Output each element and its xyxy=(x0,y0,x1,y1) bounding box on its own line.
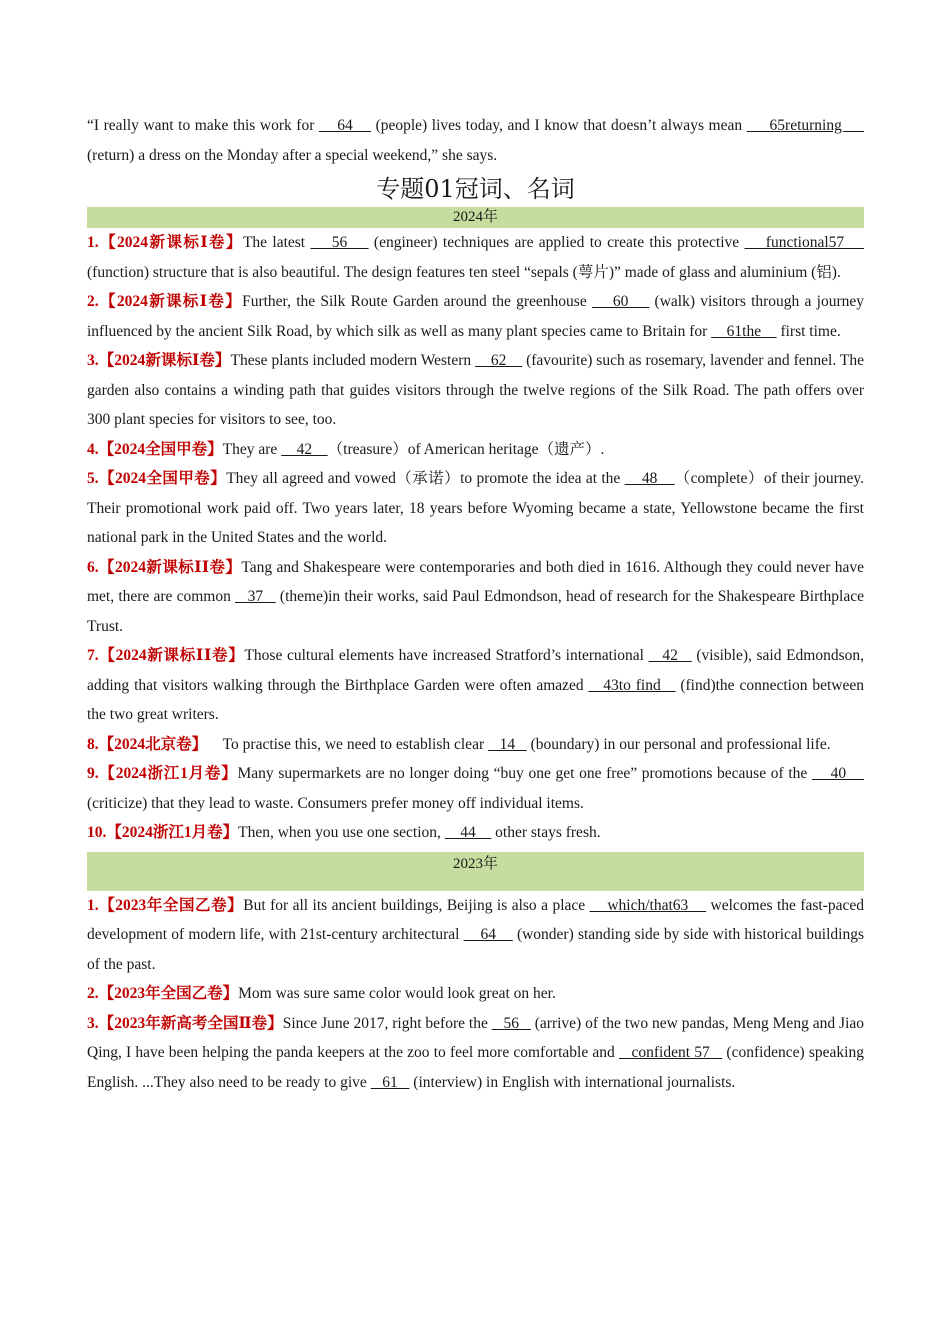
answer-blank: 48 xyxy=(624,470,675,487)
question-text: Then, when you use one section, xyxy=(238,824,445,841)
blank-64: 64 xyxy=(318,117,372,134)
question-text: (walk) visitors through a journey influenced by the ancient Silk Road, by which silk as well as many plant species came to Britain for xyxy=(87,293,864,340)
question-item xyxy=(87,435,864,465)
question-number: 5. xyxy=(87,470,99,487)
question-text: Those cultural elements have increased Stratford’s international xyxy=(244,647,649,664)
source-tag: 【2024新课标Ⅰ卷】 xyxy=(98,293,243,310)
question-text: (criticize) that they lead to waste. Consumers prefer money off individual items. xyxy=(87,794,584,812)
question-text: (find)the connection between the two great writers. xyxy=(87,676,864,723)
question-number: 7. xyxy=(87,647,99,664)
source-tag: 【2024全国甲卷】 xyxy=(98,470,227,487)
answer-blank: 14 xyxy=(487,735,527,753)
question-number: 9. xyxy=(87,765,99,782)
question-text: The latest xyxy=(242,234,311,251)
answer-blank: functional57 xyxy=(744,234,864,251)
answer-blank: 42 xyxy=(281,440,328,458)
question-item xyxy=(87,759,864,818)
source-tag: 【2024新课标ⅠⅠ卷】 xyxy=(98,647,245,664)
answer-blank: 64 xyxy=(463,926,513,943)
question-text: These plants included modern Western xyxy=(230,352,476,369)
question-text: （treasure）of American heritage（遗产）. xyxy=(327,440,605,458)
question-text: Many supermarkets are no longer doing “buy one get one free” promotions because of the xyxy=(237,765,812,782)
question-text: Since June 2017, right before the xyxy=(282,1014,492,1032)
question-item xyxy=(87,979,864,1009)
source-tag: 【2024浙江1月卷】 xyxy=(98,765,238,782)
answer-blank: 37 xyxy=(235,588,276,605)
source-tag: 【2024新课标Ⅰ卷】 xyxy=(98,234,243,251)
answer-blank: 62 xyxy=(475,352,523,369)
question-text: (interview) in English with international journalists. xyxy=(409,1073,736,1091)
question-number: 3. xyxy=(87,1014,99,1032)
source-tag: 【2023年全国乙卷】 xyxy=(98,985,239,1002)
question-item xyxy=(87,1009,864,1098)
source-tag: 【2024浙江1月卷】 xyxy=(106,824,239,841)
question-number: 1. xyxy=(87,896,99,914)
intro-text: “I really want to make this work for xyxy=(87,117,319,134)
question-text: Further, the Silk Route Garden around the greenhouse xyxy=(242,293,592,310)
intro-text: (people) lives today, and I know that doesn’t always mean xyxy=(371,117,747,134)
question-text: To practise this, we need to establish clear xyxy=(207,735,488,753)
question-number: 1. xyxy=(87,234,99,251)
question-text: They are xyxy=(222,440,282,458)
year-header-2023: 2023年 xyxy=(87,852,864,891)
question-text: (function) structure that is also beautiful. The design features ten steel “sepals (萼片)” made of glass and aluminium (铝). xyxy=(87,263,841,281)
answer-blank: confident 57 xyxy=(618,1044,723,1061)
question-number: 2. xyxy=(87,293,99,310)
answer-blank: 61the xyxy=(711,322,777,340)
answer-blank: 60 xyxy=(591,293,650,310)
question-text: (visible), said Edmondson, adding that visitors walking through the Birthplace Garden were often amazed xyxy=(87,647,865,694)
question-item xyxy=(87,228,864,287)
question-text: （complete）of their journey. Their promotional work paid off. Two years later, 18 years before Wyoming became a state, Yellowstone became the first national park in the United States and the world. xyxy=(87,470,864,546)
source-tag: 【2024新课标ⅠⅠ卷】 xyxy=(98,558,242,576)
question-text: (wonder) standing side by side with historical buildings of the past. xyxy=(87,926,865,973)
question-text: But for all its ancient buildings, Beijing is also a place xyxy=(243,896,590,914)
answer-blank: 42 xyxy=(648,647,692,664)
year-header-2024: 2024年 xyxy=(87,207,864,228)
question-text: Tang and Shakespeare were contemporaries and both died in 1616. Although they could never have met, there are common xyxy=(87,558,864,605)
document-body xyxy=(87,111,864,1097)
question-number: 2. xyxy=(87,985,99,1002)
question-text: (confidence) speaking English. ...They also need to be ready to give xyxy=(87,1044,864,1091)
question-text: (arrive) of the two new pandas, Meng Meng and Jiao Qing, I have been helping the panda keepers at the zoo to feel more comfortable and xyxy=(87,1014,865,1061)
answer-blank: which/that63 xyxy=(589,896,707,914)
question-number: 4. xyxy=(87,440,99,458)
question-text: (boundary) in our personal and professional life. xyxy=(526,735,831,753)
question-number: 8. xyxy=(87,735,99,753)
answer-blank: 61 xyxy=(370,1073,410,1091)
question-item xyxy=(87,553,864,642)
question-number: 10. xyxy=(87,824,107,841)
question-number: 3. xyxy=(87,352,99,369)
answer-blank: 43to find xyxy=(588,676,676,694)
answer-blank: 44 xyxy=(444,824,492,841)
question-text: (theme)in their works, said Paul Edmondson, head of research for the Shakespeare Birthplace Trust. xyxy=(87,588,864,635)
source-tag: 【2024全国甲卷】 xyxy=(98,440,223,458)
question-text: first time. xyxy=(776,322,841,340)
question-text: other stays fresh. xyxy=(491,824,601,841)
intro-text: (return) a dress on the Monday after a special weekend,” she says. xyxy=(87,146,498,164)
question-item xyxy=(87,730,864,760)
question-number: 6. xyxy=(87,558,99,576)
answer-blank: 56 xyxy=(310,234,369,251)
source-tag: 【2024北京卷】 xyxy=(98,735,208,753)
question-item xyxy=(87,818,864,848)
question-text: welcomes the fast-paced development of modern life, with 21st-century architectural xyxy=(87,896,865,943)
question-text: (engineer) techniques are applied to create this protective xyxy=(368,234,745,251)
intro-paragraph xyxy=(87,111,864,170)
question-text: Mom was sure same color would look great on her. xyxy=(238,985,556,1002)
question-item xyxy=(87,641,864,730)
blank-65: 65returning xyxy=(746,117,864,134)
source-tag: 【2024新课标Ⅰ卷】 xyxy=(98,352,231,369)
source-tag: 【2023年新高考全国Ⅱ卷】 xyxy=(98,1014,283,1032)
question-text: They all agreed and vowed（承诺）to promote the idea at the xyxy=(226,470,625,487)
question-item xyxy=(87,287,864,346)
question-item xyxy=(87,464,864,553)
question-item xyxy=(87,891,864,980)
answer-blank: 56 xyxy=(491,1014,531,1032)
source-tag: 【2023年全国乙卷】 xyxy=(98,896,244,914)
answer-blank: 40 xyxy=(811,765,864,782)
question-text: (favourite) such as rosemary, lavender and fennel. The garden also contains a winding path that guides visitors through the twelve regions of the Silk Road. The path offers over 300 plant species for visitors to see, too. xyxy=(87,352,864,428)
question-item xyxy=(87,346,864,435)
page-title: 专题01冠词、名词 xyxy=(376,175,575,203)
